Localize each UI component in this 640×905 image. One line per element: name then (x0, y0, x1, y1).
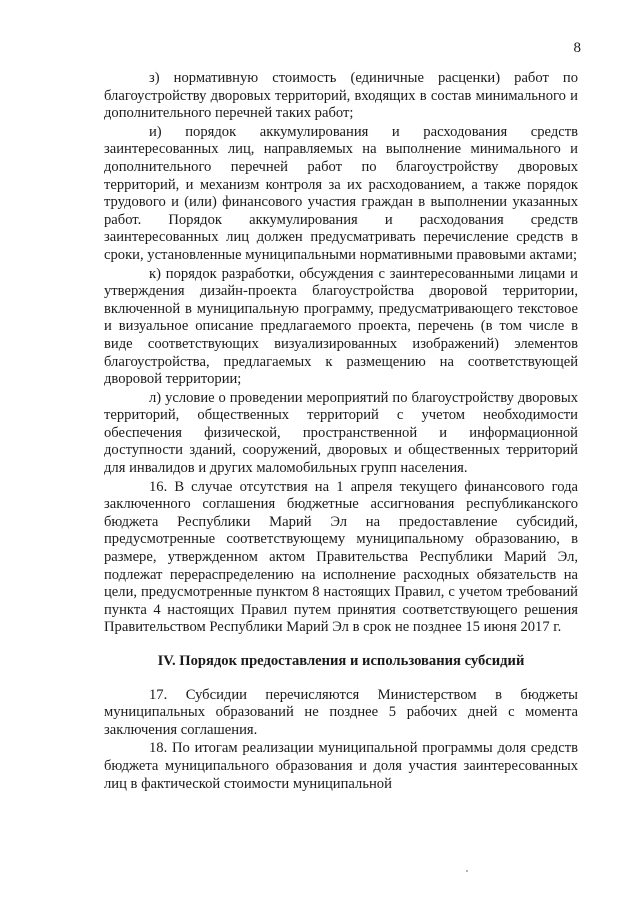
page-number: 8 (573, 40, 581, 56)
paragraph-k: к) порядок разработки, обсуждения с заинтересованными лицами и утверждения дизайн-проекта благоустройства дворовой территории, включенной в муниципальную программу, предусматривающего текстовое и визуальное описание предлагаемого проекта, перечень (в том числе в виде соответствующих визуализированных изображений) элементов благоустройства, предлагаемых к размещению на соответствующей дворовой территории; (104, 265, 578, 388)
document-body (104, 70, 578, 793)
paragraph-l: л) условие о проведении мероприятий по благоустройству дворовых территорий, общественных территорий с учетом необходимости обеспечения физической, пространственной и информационной доступности зданий, сооружений, дворовых и общественных территорий для инвалидов и других маломобильных групп населения. (104, 389, 578, 477)
paragraph-18: 18. По итогам реализации муниципальной программы доля средств бюджета муниципального образования и доля участия заинтересованных лиц в фактической стоимости муниципальной (104, 740, 578, 792)
scan-speck (466, 870, 468, 872)
section-heading: IV. Порядок предоставления и использования субсидий (157, 653, 525, 669)
paragraph-i: и) порядок аккумулирования и расходования средств заинтересованных лиц, направляемых на выполнение минимального и дополнительного перечней работ по благоустройству дворовых территорий, и механизм контроля за их расходованием, а также порядок трудового и (или) финансового участия граждан в выполнении указанных работ. Порядок аккумулирования и расходования средств заинтересованных лиц должен предусматривать перечисление средств в сроки, установленные муниципальными нормативными правовыми актами; (104, 123, 578, 263)
paragraph-16: 16. В случае отсутствия на 1 апреля текущего финансового года заключенного соглашения бюджетные ассигнования республиканского бюджета Республики Марий Эл на предоставление субсидий, предусмотренные соответствующему муниципальному образованию, в размере, утвержденном актом Правительства Республики Марий Эл, подлежат перераспределению на исполнение расходных обязательств на цели, предусмотренные пунктом 8 настоящих Правил, с учетом требований пункта 4 настоящих Правил путем принятия соответствующего решения Правительством Республики Марий Эл в срок не позднее 15 июня 2017 г. (104, 478, 578, 636)
paragraph-17: 17. Субсидии перечисляются Министерством в бюджеты муниципальных образований не позднее 5 рабочих дней с момента заключения соглашения. (104, 686, 578, 738)
paragraph-z: з) нормативную стоимость (единичные расценки) работ по благоустройству дворовых территорий, входящих в состав минимального и дополнительного перечней таких работ; (104, 70, 578, 122)
